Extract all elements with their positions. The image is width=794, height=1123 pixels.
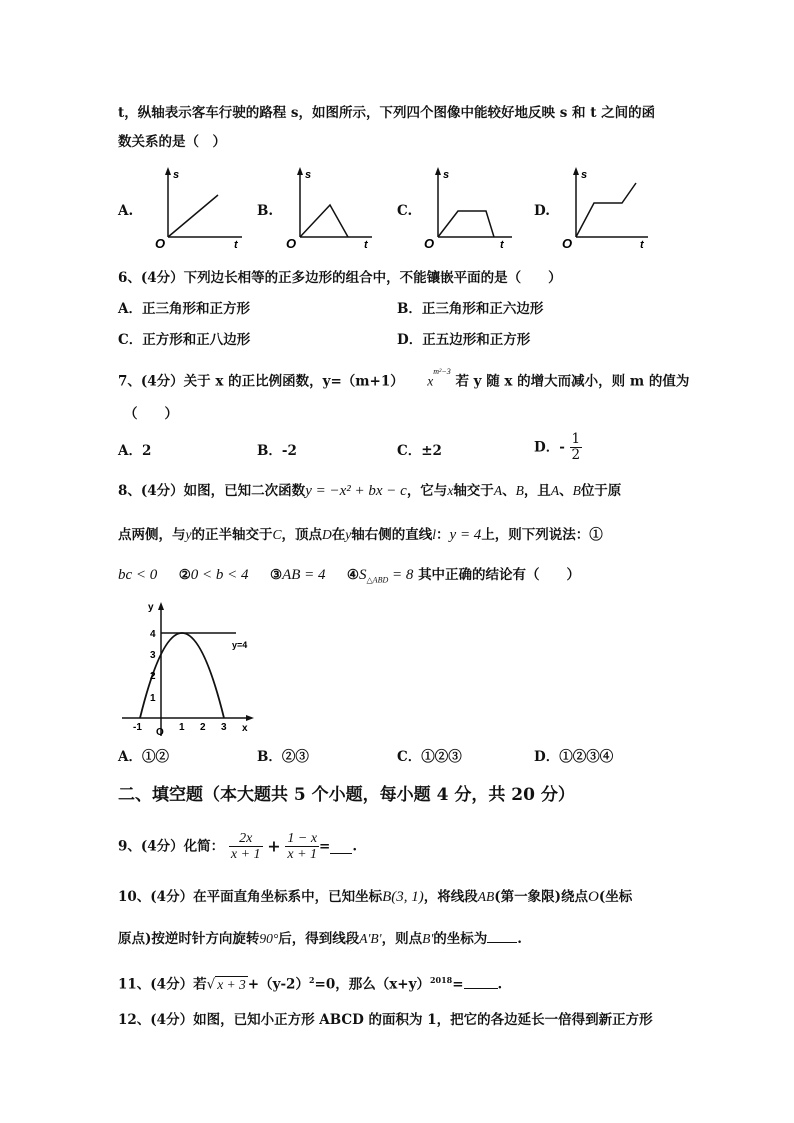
q8-l2-g: 上，则下列说法：① xyxy=(481,527,603,543)
q8-l2-eq: y = 4 xyxy=(449,527,482,543)
q9-plus: + xyxy=(267,836,281,856)
q9-end: . xyxy=(352,838,358,855)
q8-l1-B: B xyxy=(515,483,524,498)
q8-y-tick-4: 4 xyxy=(150,629,156,640)
q9-answer-blank[interactable] xyxy=(330,839,352,854)
q5-graph-d xyxy=(556,165,656,250)
q10-degree: 90° xyxy=(259,931,279,946)
q8-x-tick-2: 2 xyxy=(200,722,206,733)
q8-l2-D: D xyxy=(322,527,332,542)
q5-option-a-label[interactable]: A. xyxy=(118,203,134,219)
q10-point-b-prime: B' xyxy=(422,931,434,946)
q5-option-b-label[interactable]: B. xyxy=(257,203,274,219)
q8-l2-d: 在 xyxy=(331,527,346,543)
q11-radicand: x + 3 xyxy=(217,976,246,992)
q11-end: . xyxy=(497,976,503,993)
q7-option-d[interactable] xyxy=(534,432,582,463)
q8-option-b[interactable]: B．②③ xyxy=(257,749,309,765)
q5-line2: 数关系的是（ ） xyxy=(118,134,226,150)
q11-b: +（y-2） xyxy=(247,976,309,993)
q7-d-prefix: D．- xyxy=(534,439,565,456)
q9-f2-num: 1 − x xyxy=(287,831,318,846)
q7-exponent: m²−3 xyxy=(433,367,451,376)
q10-answer-blank[interactable] xyxy=(487,930,517,943)
q8-y-tick-2: 2 xyxy=(150,671,156,682)
q8-statement-2-mark: ② xyxy=(178,567,191,583)
q5-b-axis-y: s xyxy=(305,169,312,181)
q8-l1-f: 、 xyxy=(559,483,573,499)
q5-graph-b xyxy=(280,165,380,250)
q10-line1 xyxy=(118,888,632,906)
q7-base: x xyxy=(427,373,434,389)
q7-stem-b: 若 y 随 x 的增大而减小，则 m 的值为 xyxy=(455,373,690,390)
q9-fraction-1 xyxy=(229,831,263,862)
q6-option-d[interactable]: D．正五边形和正方形 xyxy=(397,332,531,348)
q9-equals: = xyxy=(319,838,331,855)
q5-graph-a xyxy=(142,165,252,250)
q9-f1-den: x + 1 xyxy=(230,847,261,862)
q5-c-origin: O xyxy=(424,236,435,250)
q8-parabola-graph xyxy=(118,598,258,740)
q8-l2-b: 的正半轴交于 xyxy=(191,527,273,543)
q6-option-b[interactable]: B．正三角形和正六边形 xyxy=(397,301,544,317)
q8-l2-a: 点两侧，与 xyxy=(118,527,186,543)
q8-l2-e: 轴右侧的直线 xyxy=(351,527,433,543)
q5-c-axis-x: t xyxy=(500,239,504,250)
q5-a-axis-y: s xyxy=(173,169,180,181)
q6-option-c[interactable]: C．正方形和正八边形 xyxy=(118,332,251,348)
q5-graph-c xyxy=(420,165,520,250)
q9-f2-den: x + 1 xyxy=(287,847,318,862)
q8-l1-g: 位于原 xyxy=(580,483,622,499)
q7-stem-a: 7、(4分）关于 x 的正比例函数，y=（m+1） xyxy=(118,373,404,390)
q8-l2-l: l xyxy=(432,527,437,542)
q7-line1 xyxy=(118,369,689,391)
q8-line3 xyxy=(118,566,580,590)
q11-square: 2 xyxy=(308,975,315,985)
q8-y-tick-1: 1 xyxy=(150,693,156,704)
q5-b-axis-x: t xyxy=(364,239,368,250)
q10-point-o: O xyxy=(588,889,599,905)
q8-line2 xyxy=(118,526,603,544)
q8-statement-4-sub: △ABD xyxy=(366,575,389,585)
q5-a-axis-x: t xyxy=(234,239,238,250)
q12-stem: 12、(4分）如图，已知小正方形 ABCD 的面积为 1，把它的各边延长一倍得到新正方形 xyxy=(118,1012,653,1028)
q10-point-b: B(3, 1) xyxy=(382,889,424,905)
q8-line1 xyxy=(118,482,621,500)
q8-y-tick-3: 3 xyxy=(150,650,156,661)
q8-option-c[interactable]: C．①②③ xyxy=(397,749,462,765)
section-2-heading: 二、填空题（本大题共 5 个小题，每小题 4 分，共 20 分） xyxy=(118,785,575,805)
q8-l2-f: ： xyxy=(436,527,450,543)
q10-segment-ab: AB xyxy=(477,889,495,904)
q8-graph-x-label: x xyxy=(242,723,248,734)
q10-l1-d: (坐标 xyxy=(598,889,633,905)
q11-line: 11、(4分）若√ $x + 3 +(y-2)^2=0$，那么$(x+y)^{2018}=$ . xyxy=(118,975,503,993)
q8-l1-c: 轴交于 xyxy=(453,483,494,499)
q11-c: =0，那么（x+y） xyxy=(314,976,430,993)
q10-l1-c: (第一象限)绕点 xyxy=(494,889,589,905)
q8-l1-a: 8、(4分）如图，已知二次函数 xyxy=(118,483,306,499)
q8-x-tick-neg1: -1 xyxy=(133,722,142,733)
q8-l2-c: ，顶点 xyxy=(281,527,323,543)
q8-l1-d: 、 xyxy=(502,483,516,499)
q8-graph-line-label: y=4 xyxy=(232,640,248,650)
q10-l2-d: 的坐标为 xyxy=(433,931,488,947)
q8-x-tick-1: 1 xyxy=(179,722,185,733)
q10-l2-a: 原点)按逆时针方向旋转 xyxy=(118,931,260,947)
q10-segment-ab-prime: A'B' xyxy=(359,931,382,946)
q9-f1-num: 2x xyxy=(229,831,263,847)
q8-l1-x: x xyxy=(447,483,454,498)
q5-d-axis-y: s xyxy=(581,169,588,181)
q8-graph-origin: O xyxy=(156,727,164,738)
q8-l2-C: C xyxy=(272,527,282,542)
q6-stem: 6、(4分）下列边长相等的正多边形的组合中，不能镶嵌平面的是（ ） xyxy=(118,270,562,286)
q8-statement-3: AB = 4 xyxy=(282,567,326,583)
q8-x-tick-3: 3 xyxy=(221,722,227,733)
q8-equation: y = −x² + bx − c xyxy=(305,483,407,499)
q10-end: . xyxy=(517,931,522,947)
q5-option-d-label[interactable]: D. xyxy=(534,203,550,219)
q5-a-origin: O xyxy=(155,236,166,250)
q8-l1-b: ，它与 xyxy=(406,483,448,499)
q11-answer-blank[interactable] xyxy=(464,976,498,989)
q10-l1-a: 10、(4分）在平面直角坐标系中，已知坐标 xyxy=(118,889,383,905)
q8-statement-4-mark: ④ xyxy=(346,567,360,583)
q9-fraction-2 xyxy=(285,831,319,862)
q7-option-b[interactable]: B．-2 xyxy=(257,443,297,459)
q10-line2 xyxy=(118,930,522,948)
q7-option-c[interactable]: C．±2 xyxy=(397,443,442,459)
q5-b-origin: O xyxy=(286,236,297,250)
q8-graph-y-label: y xyxy=(148,602,154,613)
q7-d-num: 1 xyxy=(571,431,581,447)
q5-line1: t，纵轴表示客车行驶的路程 s，如图所示，下列四个图像中能较好地反映 s 和 t 之间的函 xyxy=(118,105,656,121)
q5-option-c-label[interactable]: C. xyxy=(397,203,413,219)
q9-line xyxy=(118,826,357,867)
q10-l1-b: ，将线段 xyxy=(423,889,478,905)
q5-d-origin: O xyxy=(562,236,573,250)
q5-d-axis-x: t xyxy=(640,239,644,250)
q8-statement-2: 0 < b < 4 xyxy=(190,567,249,583)
q11-power: 2018 xyxy=(429,975,453,985)
q8-statement-4-eq: = 8 xyxy=(388,567,414,583)
q9-stem: 9、(4分）化简： xyxy=(118,838,225,855)
q8-statement-4-s: S xyxy=(359,567,367,583)
q8-l2-y2: y xyxy=(345,527,352,542)
q8-statement-3-mark: ③ xyxy=(269,567,283,583)
q5-c-axis-y: s xyxy=(443,169,450,181)
q8-l2-y: y xyxy=(185,527,192,542)
q10-l2-b: 后，得到线段 xyxy=(278,931,360,947)
q7-option-a[interactable]: A．2 xyxy=(118,443,152,459)
q8-option-d[interactable]: D．①②③④ xyxy=(534,749,614,765)
q7-d-den: 2 xyxy=(571,447,581,463)
q8-l1-e: ，且 xyxy=(523,483,551,499)
q7-paren: （ ） xyxy=(124,406,178,422)
q8-option-a[interactable]: A．①② xyxy=(118,749,169,765)
q8-l1-B2: B xyxy=(572,483,581,498)
q8-l1-A2: A xyxy=(550,483,560,498)
q8-tail: 其中正确的结论有（ ） xyxy=(418,567,581,583)
q8-l1-A: A xyxy=(493,483,503,498)
q11-a: 11、(4分）若 xyxy=(118,976,207,993)
q7-d-fraction xyxy=(570,432,583,463)
q8-statement-1: bc < 0 xyxy=(118,567,158,583)
q6-option-a[interactable]: A．正三角形和正方形 xyxy=(118,301,250,317)
q11-d: = xyxy=(452,976,464,993)
q10-l2-c: ，则点 xyxy=(381,931,423,947)
